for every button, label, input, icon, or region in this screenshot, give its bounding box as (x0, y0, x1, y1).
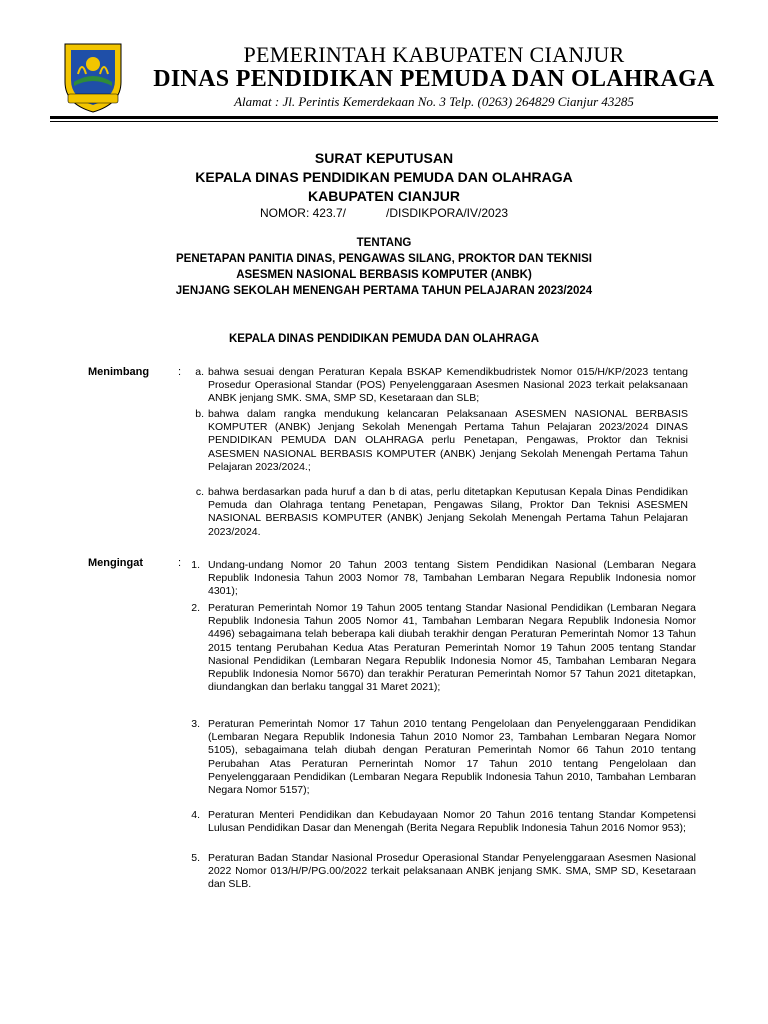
mengingat-colon: : (178, 557, 182, 569)
menimbang-text: bahwa sesuai dengan Peraturan Kepala BSKAP Kemendikbudristek Nomor 015/H/KP/2023 tentang Prosedur Operasional Standar (POS) Penyelenggaraan Asesmen Nasional 2023 terkait pelaksanaan ANBK jenjang SMK. SMA, SMP SD, Kesetaraan dan SLB; (208, 366, 688, 405)
letterhead-rule-thin (50, 121, 718, 122)
mengingat-text: Peraturan Badan Standar Nasional Prosedur Operasional Standar Penyelenggaraan Asesmen Nasional 2022 Nomor 013/H/P/PG.00/2022 terkait pelaksanaan ANBK jenjang SMK. SMA, SMP SD, Kesetaraan dan SLB. (208, 852, 696, 891)
menimbang-marker: a. (195, 366, 204, 378)
menimbang-text: bahwa dalam rangka mendukung kelancaran Pelaksanaan ASESMEN NASIONAL BERBASIS KOMPUTER (ANBK) Jenjang Sekolah Menengah Pertama Tahun Pelajaran 2023/2024 DINAS PENDIDIKAN PEMUDA DAN OLAHRAGA perlu Penetapan, Pengawas, Proktor dan Teknisi ASESMEN NASIONAL BERBASIS KOMPUTER (ANBK) Jenjang Sekolah Menengah Pertama Tahun Pelajaran 2023/2024.; (208, 408, 688, 473)
decree-subject-line3: JENJANG SEKOLAH MENENGAH PERTAMA TAHUN PELAJARAN 2023/2024 (175, 285, 593, 297)
mengingat-text: Peraturan Menteri Pendidikan dan Kebudayaan Nomor 20 Tahun 2016 tentang Standar Kompetensi Lulusan Pendidikan Dasar dan Menengah (Berita Negara Republik Indonesia Tahun 2016 Nomor 953); (208, 809, 696, 835)
decree-number-label: NOMOR: 423.7/ (259, 206, 346, 220)
decree-subject-line1: PENETAPAN PANITIA DINAS, PENGAWAS SILANG, PROKTOR DAN TEKNISI (176, 253, 592, 265)
decree-issuer-line2: KABUPATEN CIANJUR (308, 188, 460, 204)
letterhead-agency: DINAS PENDIDIKAN PEMUDA DAN OLAHRAGA (153, 66, 715, 92)
decree-issuer-line1: KEPALA DINAS PENDIDIKAN PEMUDA DAN OLAHRAGA (195, 169, 573, 185)
mengingat-text: Undang-undang Nomor 20 Tahun 2003 tentang Sistem Pendidikan Nasional (Lembaran Negara Republik Indonesia Tahun 2003 Nomor 78, Tambahan Lembaran Negara Republik Indonesia nomor 4301); (208, 559, 696, 598)
mengingat-label: Mengingat (88, 557, 143, 569)
mengingat-marker: 4. (191, 809, 200, 821)
mengingat-text: Peraturan Pemerintah Nomor 19 Tahun 2005 tentang Standar Nasional Pendidikan (Lembaran Negara Republik Indonesia Tahun 2005 Nomor 41, Tambahan Lembaran Negara Republik Indonesia Nomor 4496) sebagaimana telah beberapa kali diubah terakhir dengan Peraturan Pemerintah Nomor 13 Tahun 2015 tentang Perubahan Kedua Atas Peraturan Pemerintah Nomor 19 Tahun 2005 tentang Standar Nasional Pendidikan (Lembaran Negara Republik Indonesia Nomor 45, Tambahan Lembaran Negara Republik Indonesia Nomor 5670) dan terakhir Peraturan Pemerintah Nomor 57 Tahun 2021 ditetapkan, diundangkan dan berlaku tanggal 31 Maret 2021); (208, 602, 696, 694)
mengingat-text: Peraturan Pemerintah Nomor 17 Tahun 2010 tentang Pengelolaan dan Penyelenggaraan Pendidikan (Lembaran Negara Republik Indonesia Tahun 2010 Nomor 23, Tambahan Lembaran Negara Nomor 5105), sebagaimana telah diubah dengan Peraturan Pemerintah Nomor 66 Tahun 2010 tentang Perubahan Atas Peraturan Pernerintah Nomor 17 Tahun 2010 tentang Pengelolaan dan Penyelenggaraan Pendidikan (Lembaran Negara Republik Indonesia Tahun 2010, Tambahan Lembaran Negara Nomor 5157); (208, 718, 696, 797)
decree-number (0, 206, 768, 220)
letterhead-government: PEMERINTAH KABUPATEN CIANJUR (243, 42, 625, 67)
decree-authority: KEPALA DINAS PENDIDIKAN PEMUDA DAN OLAHRAGA (228, 333, 540, 345)
decree-title: SURAT KEPUTUSAN (314, 150, 454, 166)
mengingat-marker: 2. (191, 602, 200, 614)
mengingat-marker: 1. (191, 559, 200, 571)
menimbang-label: Menimbang (88, 366, 150, 378)
letterhead-rule-thick (50, 116, 718, 119)
menimbang-marker: b. (195, 408, 204, 420)
mengingat-marker: 3. (191, 718, 200, 730)
cianjur-regency-emblem (62, 40, 124, 114)
decree-subject-line2: ASESMEN NASIONAL BERBASIS KOMPUTER (ANBK) (236, 269, 532, 281)
decree-about: TENTANG (356, 237, 412, 249)
menimbang-marker: c. (195, 486, 204, 498)
menimbang-colon: : (178, 366, 182, 378)
menimbang-text: bahwa berdasarkan pada huruf a dan b di atas, perlu ditetapkan Keputusan Kepala Dinas Pendidikan Pemuda dan Olahraga tentang Penetapan, Pengawas Silang, Proktor Dan Teknisi ASESMEN NASIONAL BERBASIS KOMPUTER (ANBK) Jenjang Sekolah Menengah Pertama Tahun Pelajaran 2023/2024. (208, 486, 688, 538)
letterhead-address: Alamat : Jl. Perintis Kemerdekaan No. 3 Telp. (0263) 264829 Cianjur 43285 (234, 94, 634, 109)
decree-number-suffix: /DISDIKPORA/IV/2023 (385, 206, 509, 220)
mengingat-marker: 5. (191, 852, 200, 864)
